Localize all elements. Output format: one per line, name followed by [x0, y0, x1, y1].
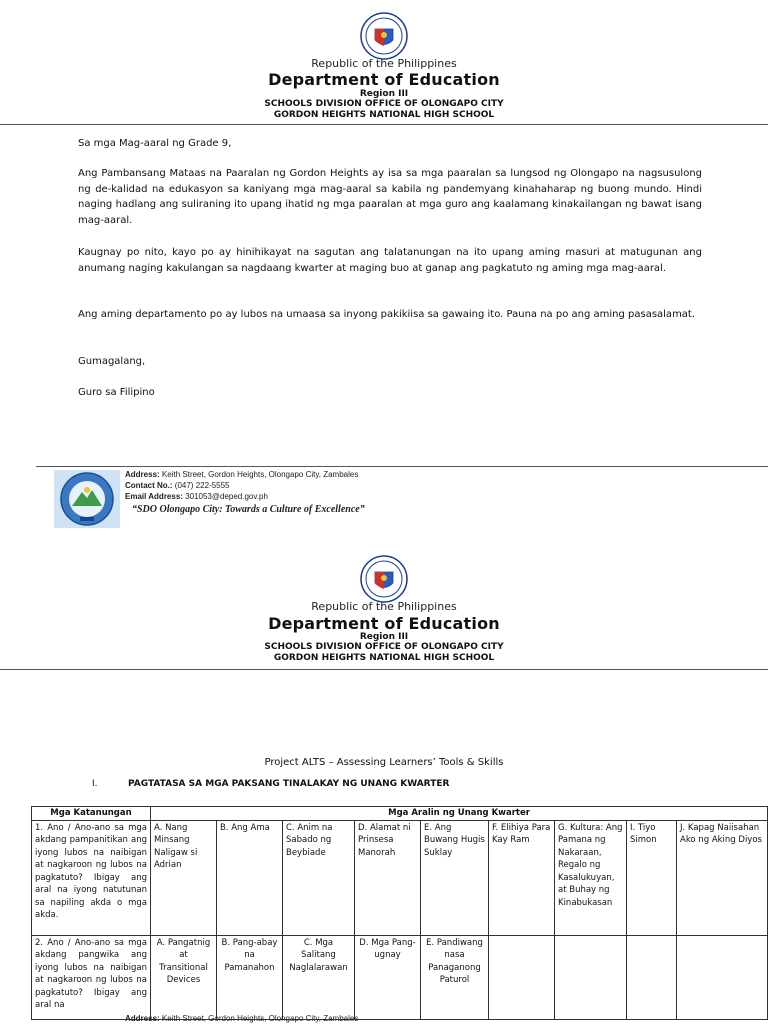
- lesson-cell: D. Alamat ni Prinsesa Manorah: [355, 820, 421, 935]
- table-row: [32, 820, 768, 935]
- deped-seal-icon: [360, 555, 408, 603]
- lesson-cell: [677, 935, 768, 1019]
- table-header-row: [32, 807, 768, 821]
- lesson-cell: B. Pang-abay na Pamanahon: [217, 935, 283, 1019]
- footer-address-value: Keith Street, Gordon Heights, Olongapo City, Zambales: [161, 1014, 359, 1023]
- letter-closing: Gumagalang,: [78, 356, 146, 367]
- header-divider: [0, 124, 768, 125]
- letter-paragraph-3: Ang aming departamento po ay lubos na umaasa sa inyong pakikiisa sa gawaing ito. Pauna na po ang aming pasasalamat.: [78, 309, 696, 320]
- department-title: Department of Education: [268, 70, 500, 89]
- division-label: SCHOOLS DIVISION OFFICE OF OLONGAPO CITY: [264, 99, 504, 109]
- footer-contact-value: (047) 222-5555: [174, 481, 230, 490]
- lesson-cell: C. Mga Salitang Naglalarawan: [283, 935, 355, 1019]
- deped-seal-icon: [360, 12, 408, 60]
- school-label: GORDON HEIGHTS NATIONAL HIGH SCHOOL: [273, 653, 495, 663]
- lesson-cell: C. Anim na Sabado ng Beybiade: [283, 820, 355, 935]
- footer-address-label: Address:: [125, 470, 160, 479]
- letter-signature: Guro sa Filipino: [78, 387, 155, 398]
- lesson-cell: [489, 935, 555, 1019]
- lesson-cell: [627, 935, 677, 1019]
- lesson-cell: A. Nang Minsang Naligaw si Adrian: [151, 820, 217, 935]
- project-title: Project ALTS – Assessing Learners’ Tools & Skills: [264, 757, 504, 768]
- lesson-cell: G. Kultura: Ang Pamana ng Nakaraan, Regalo ng Kasalukuyan, at Buhay ng Kinabukasan: [555, 820, 627, 935]
- footer-address: [125, 1014, 358, 1024]
- section-number: I.: [92, 779, 98, 789]
- republic-label: Republic of the Philippines: [311, 600, 457, 613]
- region-label: Region III: [359, 632, 409, 642]
- footer-email-value: 301053@deped.gov.ph: [185, 492, 268, 501]
- school-label: GORDON HEIGHTS NATIONAL HIGH SCHOOL: [273, 110, 495, 120]
- lesson-cell: F. Elihiya Para Kay Ram: [489, 820, 555, 935]
- letter-salutation: Sa mga Mag-aaral ng Grade 9,: [78, 138, 232, 149]
- footer-contact: [125, 481, 230, 491]
- question-cell: 2. Ano / Ano-ano sa mga akdang pangwika ang iyong lubos na naibigan at nagkaroon ng lubos na pagkatuto? Ibigay ang aral na: [32, 935, 151, 1019]
- region-label: Region III: [359, 89, 409, 99]
- footer-email: [125, 492, 268, 502]
- footer-divider: [36, 466, 768, 467]
- division-label: SCHOOLS DIVISION OFFICE OF OLONGAPO CITY: [264, 642, 504, 652]
- school-logo-icon: [54, 470, 120, 528]
- section-title: PAGTATASA SA MGA PAKSANG TINALAKAY NG UNANG KWARTER: [128, 779, 450, 789]
- lesson-cell: E. Ang Buwang Hugis Suklay: [421, 820, 489, 935]
- header-divider: [0, 669, 768, 670]
- lesson-cell: I. Tiyo Simon: [627, 820, 677, 935]
- lesson-cell: J. Kapag Naiisahan Ako ng Aking Diyos: [677, 820, 768, 935]
- letter-paragraph-1: Ang Pambansang Mataas na Paaralan ng Gordon Heights ay isa sa mga paaralan sa lungsod ng Olongapo na nagsusulong ng de-kalidad na edukasyon sa kaniyang mga mag-aaral sa kabila ng pandemyang kinahaharap ng buong mundo. Hindi naging hadlang ang suliraning ito upang ihatid ng mga paaralan at mga guro ang kaalamang kinakailangan ng bawat isang mag-aaral.: [78, 168, 702, 226]
- table-row: [32, 935, 768, 1019]
- footer-address-value: Keith Street, Gordon Heights, Olongapo City, Zambales: [161, 470, 359, 479]
- footer-email-label: Email Address:: [125, 492, 183, 501]
- department-title: Department of Education: [268, 614, 500, 633]
- letter-paragraph-2: Kaugnay po nito, kayo po ay hinihikayat na sagutan ang talatanungan na ito upang aming masuri at matugunan ang anumang naging kakulangan sa nagdaang kwarter at maging buo at ganap ang pagkatuto ng aming mga mag-aaral.: [78, 247, 702, 274]
- lesson-cell: B. Ang Ama: [217, 820, 283, 935]
- footer-address-label: Address:: [125, 1014, 160, 1023]
- lesson-cell: [555, 935, 627, 1019]
- lesson-cell: E. Pandiwang nasa Panaganong Paturol: [421, 935, 489, 1019]
- lessons-table: [31, 806, 768, 1020]
- republic-label: Republic of the Philippines: [311, 57, 457, 70]
- footer-motto: “SDO Olongapo City: Towards a Culture of Excellence”: [132, 504, 365, 515]
- question-cell: 1. Ano / Ano-ano sa mga akdang pampanitikan ang iyong lubos na naibigan at nagkaroon ng lubos na pagkatuto? Ibigay ang aral na iyong natutunan sa napiling akda o mga akda.: [32, 820, 151, 935]
- footer-contact-label: Contact No.:: [125, 481, 173, 490]
- lesson-cell: D. Mga Pang-ugnay: [355, 935, 421, 1019]
- table-header-questions: Mga Katanungan: [32, 807, 151, 821]
- footer-address: [125, 470, 358, 480]
- table-header-lessons: Mga Aralin ng Unang Kwarter: [151, 807, 768, 821]
- lesson-cell: A. Pangatnig at Transitional Devices: [151, 935, 217, 1019]
